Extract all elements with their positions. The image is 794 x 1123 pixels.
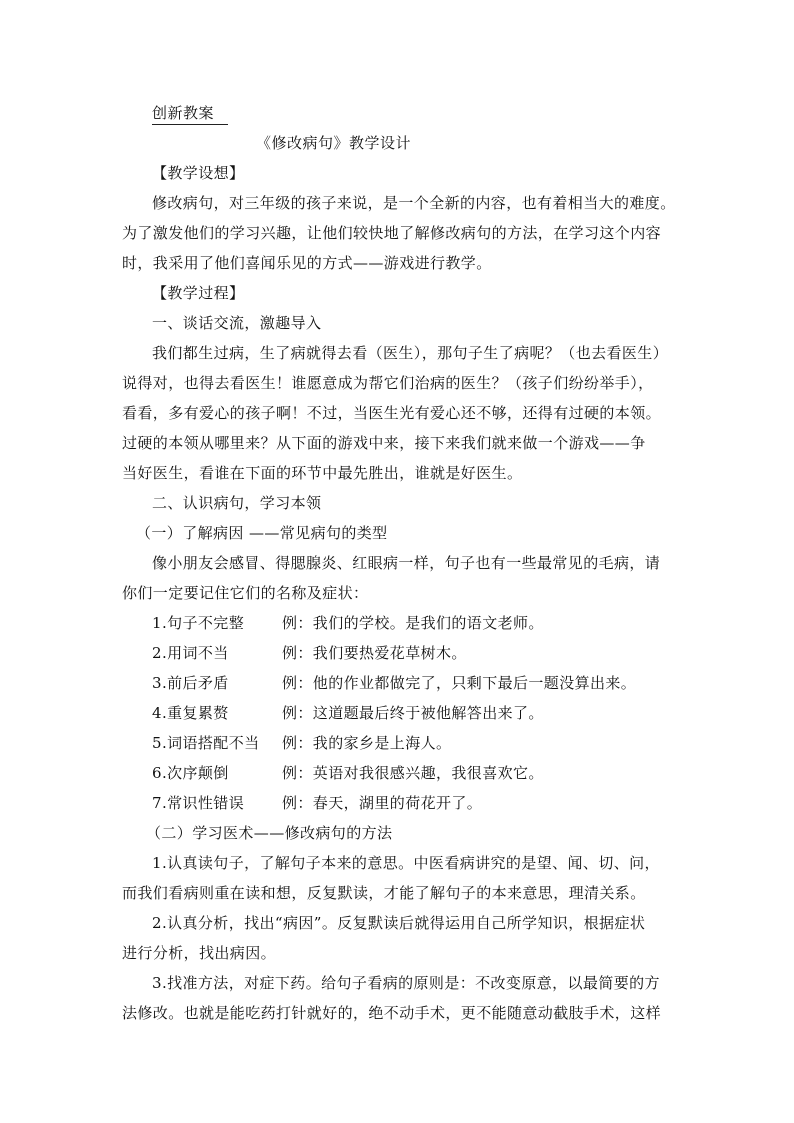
list-item (152, 732, 451, 754)
paragraph-line: 进行分析，找出病因。 (122, 944, 277, 962)
document-title: 《修改病句》教学设计 (256, 134, 412, 152)
paragraph-line: 当好医生，看谁在下面的环节中最先胜出，谁就是好医生。 (122, 464, 523, 482)
list-item (152, 762, 544, 784)
paragraph-line: 而我们看病则重在读和想，反复默读，才能了解句子的本来意思，理清关系。 (122, 884, 646, 902)
paragraph-line: 时，我采用了他们喜闻乐见的方式——游戏进行教学。 (122, 254, 492, 272)
type-label: 2.用词不当 (152, 644, 229, 662)
subheading-methods: （二）学习医术——修改病句的方法 (146, 824, 393, 842)
section-heading-teaching-process: 【教学过程】 (152, 284, 245, 302)
type-example: 例：我们要热爱花草树木。 (282, 644, 467, 662)
type-example: 例：这道题最后终于被他解答出来了。 (282, 704, 544, 722)
paragraph-line: 说得对，也得去看医生！谁愿意成为帮它们治病的医生？（孩子们纷纷举手）， (122, 374, 654, 392)
type-example: 例：英语对我很感兴趣，我很喜欢它。 (282, 764, 544, 782)
type-label: 7.常识性错误 (152, 794, 245, 812)
header-label: 创新教案 (152, 102, 228, 125)
type-label: 4.重复累赘 (152, 704, 229, 722)
list-item (152, 612, 544, 634)
type-label: 3.前后矛盾 (152, 674, 229, 692)
list-item (152, 672, 636, 694)
paragraph-line: 法修改。也就是能吃药打针就好的，绝不动手术，更不能随意动截肢手术，这样 (122, 1004, 662, 1022)
subheading-causes: （一）了解病因 ——常见病句的类型 (136, 524, 388, 542)
list-item (152, 792, 482, 814)
type-example: 例：他的作业都做完了，只剩下最后一题没算出来。 (282, 674, 637, 692)
paragraph-line: 3.找准方法，对症下药。给句子看病的原则是：不改变原意，以最简要的方 (152, 974, 660, 992)
part-heading-2: 二、认识病句，学习本领 (152, 494, 322, 512)
paragraph-line: 看看，多有爱心的孩子啊！不过，当医生光有爱心还不够，还得有过硬的本领。 (122, 404, 662, 422)
paragraph-line: 像小朋友会感冒、得腮腺炎、红眼病一样，句子也有一些最常见的毛病，请 (152, 554, 661, 572)
paragraph-line: 2.认真分析，找出“病因”。反复默读后就得运用自己所学知识，根据症状 (152, 914, 646, 932)
type-label: 1.句子不完整 (152, 614, 245, 632)
paragraph-line: 你们一定要记住它们的名称及症状： (122, 584, 369, 602)
type-label: 6.次序颠倒 (152, 764, 229, 782)
list-item (152, 642, 467, 664)
type-label: 5.词语搭配不当 (152, 734, 260, 752)
paragraph-line: 过硬的本领从哪里来？从下面的游戏中来，接下来我们就来做一个游戏——争 (122, 434, 646, 452)
paragraph-line: 修改病句，对三年级的孩子来说，是一个全新的内容，也有着相当大的难度。 (152, 194, 676, 212)
paragraph-line: 为了激发他们的学习兴趣，让他们较快地了解修改病句的方法，在学习这个内容 (122, 224, 662, 242)
type-example: 例：我们的学校。是我们的语文老师。 (282, 614, 544, 632)
part-heading-1: 一、谈话交流，激趣导入 (152, 314, 322, 332)
section-heading-teaching-idea: 【教学设想】 (152, 164, 245, 182)
paragraph-line: 我们都生过病，生了病就得去看（医生），那句子生了病呢？（也去看医生） (152, 344, 669, 362)
type-example: 例：春天，湖里的荷花开了。 (282, 794, 483, 812)
type-example: 例：我的家乡是上海人。 (282, 734, 452, 752)
paragraph-line: 1.认真读句子，了解句子本来的意思。中医看病讲究的是望、闻、切、问， (152, 854, 660, 872)
list-item (152, 702, 544, 724)
